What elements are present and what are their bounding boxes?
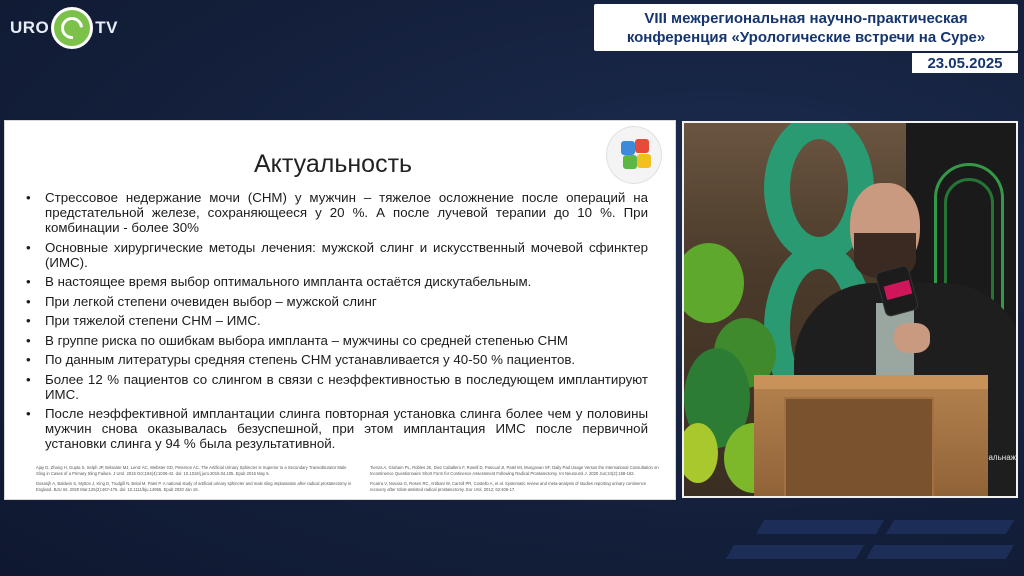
green-balloon — [682, 423, 718, 483]
background-decoration — [726, 545, 864, 559]
reference-item: Ficarra V, Novara G, Rosen RC, Artibani W, Carroll PR, Costello A, et al. Systematic review and meta-analysis of studies reporting urinary continence recovery after robot-assisted radical prostatectomy. Eur Urol. 2012; 62:405-17. — [370, 481, 647, 492]
channel-logo — [10, 6, 118, 50]
bullet-item: • В группе риска по ошибкам выбора импланта – мужчины со средней степенью СНМ — [26, 333, 648, 348]
slide-bullet-list — [26, 190, 648, 456]
conference-date: 23.05.2025 — [912, 53, 1018, 73]
logo-left-text: URO — [10, 18, 50, 37]
reference-item: Tienza A, Graham PL, Robles JE, Diez Caballero F, Rosell D, Pascual JI, Patel MI, Mungovan SF. Daily Pad Usage Versus the International Consultation on Incontinence Questionnaire Short Form for Continence Assessment Following Radical Prostatectomy. Int Neurourol J. 2020 Jun;24(2):158-162. — [370, 465, 659, 476]
bullet-item: • Основные хирургические методы лечения: мужской слинг и искусственный мочевой сфинктер (ИМС). — [26, 240, 648, 270]
speaker-hand — [894, 323, 930, 353]
bullet-item: • Более 12 % пациентов со слингом в связи с неэффективностью в последующем имплантируют ИМС. — [26, 372, 648, 402]
conference-title-line1: VIII межрегиональная научно-практическая — [644, 9, 968, 27]
bullet-item: • При тяжелой степени СНМ – ИМС. — [26, 313, 648, 328]
bullet-item: • Стрессовое недержание мочи (СНМ) у мужчин – тяжелое осложнение после операций на предстательной железе, сохраняющееся у 20 %. А после лучевой терапии до 10 %. При комбинации - более 30% — [26, 190, 648, 235]
conference-title-line2: конференция «Урологические встречи на Суре» — [626, 28, 986, 46]
bullet-item: • По данным литературы средняя степень СНМ устанавливается у 40-50 % пациентов. — [26, 352, 648, 367]
background-decoration — [756, 520, 884, 534]
references-right — [370, 465, 660, 497]
green-balloon — [682, 243, 744, 323]
bullet-item: • После неэффективной имплантации слинга повторная установка слинга более чем у половины мужчин снова оказывалась безуспешной, при этом имплантация ИМС после первичной установки слинга у 94 % была результативной. — [26, 406, 648, 451]
references-left — [36, 465, 356, 497]
podium — [754, 375, 988, 498]
speaker-video — [682, 121, 1018, 498]
bullet-item: • При легкой степени очевиден выбор – мужской слинг — [26, 294, 648, 309]
background-decoration — [886, 520, 1014, 534]
health-puzzle-logo-icon — [606, 126, 662, 184]
reference-item: Ajay D, Zhang H, Gupta S, Selph JP, Belsante MJ, Lentz AC, Webster GD, Peterson AC. The Artificial Urinary Sphincter is Superior to a Secondary Transobturator Male Sling in Cases of a Primary Sling Failure. J Urol. 2015 Oct;194(4):1038-42. doi: 10.1016/j.juro.2015.04.105. Epub 2015 May 5. — [36, 465, 347, 476]
bullet-item: • В настоящее время выбор оптимального импланта остаётся дискутабельным. — [26, 274, 648, 289]
logo-emblem-icon — [51, 7, 93, 49]
background-decoration — [866, 545, 1014, 559]
conference-banner — [594, 4, 1018, 51]
reference-item: Dosanjh A, Baldwin S, Mytton J, King D, Trudgill N, Belal M, Patel P. A national study of artificial urinary sphincter and male sling implantation after radical prostatectomy in England. BJU Int. 2020 Mar;125(3):467-475. doi: 10.1111/bju.14955. Epub 2020 Jan 16. — [36, 481, 352, 492]
background-sign-text: альнаж — [988, 453, 1016, 462]
slide-title: Актуальность — [254, 150, 413, 178]
logo-right-text: TV — [95, 18, 119, 37]
